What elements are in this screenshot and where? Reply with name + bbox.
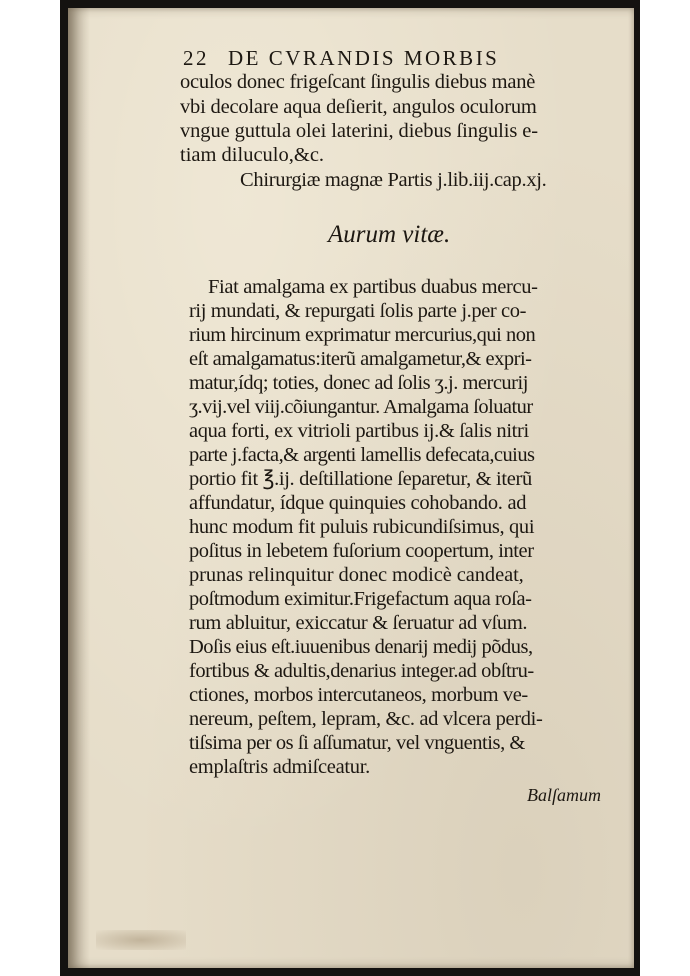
text-line: vngue guttula olei laterini, diebus ſingulis e- bbox=[180, 120, 538, 142]
running-title: DE CVRANDIS MORBIS bbox=[228, 46, 500, 70]
text-line: vbi decolare aqua deſierit, angulos oculorum bbox=[180, 96, 537, 118]
text-line: ʒ.vij.vel viij.cõiungantur. Amalgama ſoluatur bbox=[189, 396, 533, 418]
text-line: rium hircinum exprimatur mercurius,qui non bbox=[189, 324, 536, 346]
text-line: tiam diluculo,&c. bbox=[180, 144, 325, 166]
page-number: 22 bbox=[183, 46, 209, 70]
catchword: Balſamum bbox=[527, 785, 601, 805]
text-line: affundatur, ídque quinquies cohobando. ad bbox=[189, 492, 527, 514]
citation: Chirurgiæ magnæ Partis j.lib.iij.cap.xj. bbox=[240, 169, 547, 191]
text-line: prunas relinquitur donec modicè candeat, bbox=[189, 564, 524, 586]
text-line: ctiones, morbos intercutaneos, morbum ve- bbox=[189, 684, 528, 706]
text-line: poſitus in lebetem fuſorium coopertum, inter bbox=[189, 540, 534, 562]
text-line: poſtmodum eximitur.Frigefactum aqua roſa- bbox=[189, 588, 532, 610]
paper-stain bbox=[96, 930, 186, 950]
text-line: portio fit ℥.ij. deſtillatione ſeparetur, & iterũ bbox=[189, 468, 532, 490]
text-line: emplaſtris admiſceatur. bbox=[189, 756, 370, 778]
text-line: Doſis eius eſt.iuuenibus denarij medij põdus, bbox=[189, 636, 533, 658]
text-line: eſt amalgamatus:iterũ amalgametur,& expri- bbox=[189, 348, 532, 370]
text-line: hunc modum fit puluis rubicundiſsimus, qui bbox=[189, 516, 535, 538]
text-line: oculos donec frigeſcant ſingulis diebus manè bbox=[180, 71, 536, 93]
text-line: Fiat amalgama ex partibus duabus mercu- bbox=[208, 276, 538, 298]
text-line: fortibus & adultis,denarius integer.ad obſtru- bbox=[189, 660, 534, 682]
text-line: rij mundati, & repurgati ſolis parte j.per co- bbox=[189, 300, 527, 322]
text-line: matur,ídq; toties, donec ad ſolis ʒ.j. mercurij bbox=[189, 372, 528, 394]
text-line: nereum, peſtem, lepram, &c. ad vlcera perdi- bbox=[189, 708, 543, 730]
text-line: aqua forti, ex vitrioli partibus ij.& ſalis nitri bbox=[189, 420, 529, 442]
text-line: parte j.facta,& argenti lamellis defecata,cuius bbox=[189, 444, 535, 466]
text-line: tiſsima per os ſi aſſumatur, vel vnguentis, & bbox=[189, 732, 525, 754]
text-line: rum abluitur, exiccatur & ſeruatur ad vſum. bbox=[189, 612, 528, 634]
gutter-shadow bbox=[68, 8, 90, 968]
section-heading: Aurum vitæ. bbox=[328, 221, 451, 248]
